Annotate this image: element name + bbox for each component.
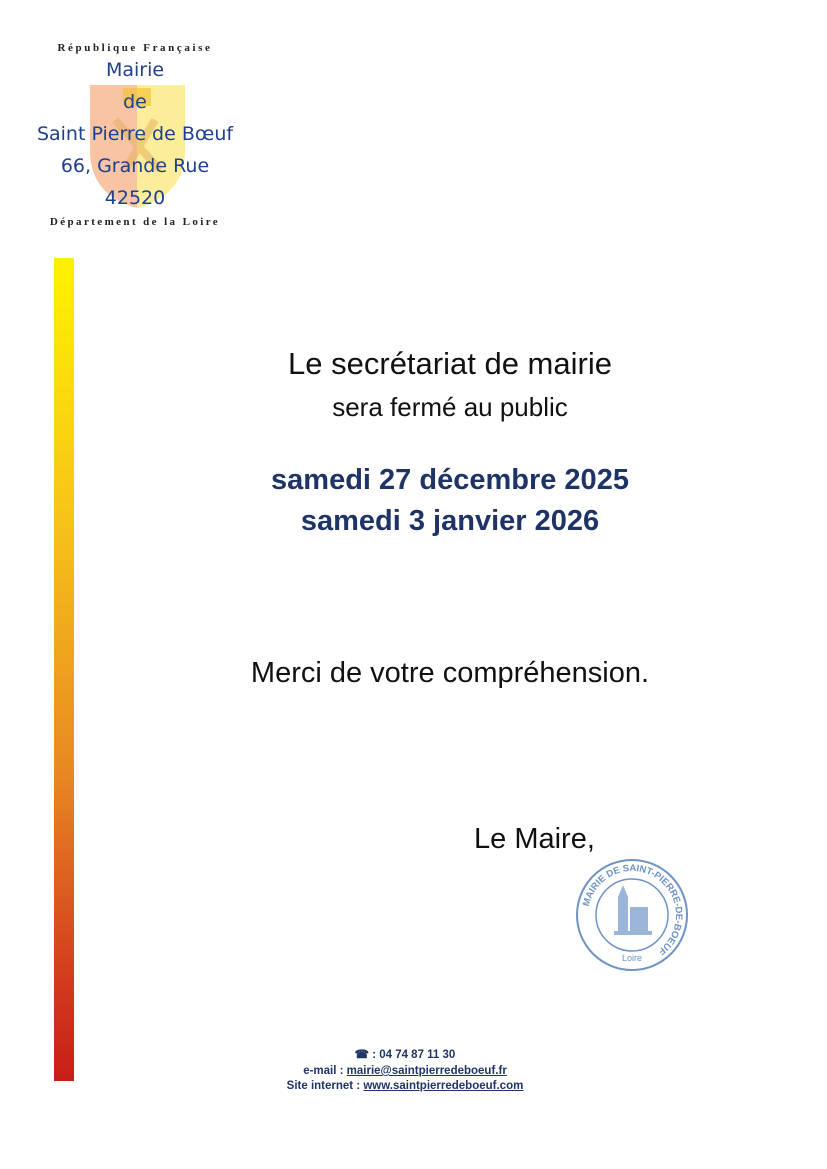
letterhead: [20, 40, 250, 228]
postal-code: 42520: [104, 187, 166, 209]
phone-number: : 04 74 87 11 30: [372, 1049, 456, 1061]
phone-icon: ☎: [354, 1049, 369, 1061]
stamp-bottom-text: Loire: [621, 953, 643, 963]
commune-name: Saint Pierre de Bœuf: [36, 123, 234, 145]
notice-line-1: Le secrétariat de mairie: [288, 346, 612, 381]
thanks-message: Merci de votre compréhension.: [250, 657, 650, 689]
closure-date-1: samedi 27 décembre 2025: [271, 464, 629, 496]
decorative-gradient-bar: [54, 258, 74, 1081]
notice-line-2: sera fermé au public: [332, 392, 568, 422]
official-stamp: [574, 857, 690, 973]
street-address: 66, Grande Rue: [60, 155, 210, 177]
signature-line: Le Maire,: [474, 823, 595, 855]
email-label: e-mail :: [303, 1065, 347, 1077]
mairie-title: Mairie: [105, 59, 165, 81]
mairie-de: de: [123, 91, 147, 113]
email-link[interactable]: mairie@saintpierredeboeuf.fr: [346, 1065, 507, 1077]
website-label: Site internet :: [286, 1080, 364, 1092]
contact-website: [245, 1080, 565, 1092]
departement: Département de la Loire: [49, 216, 221, 228]
stamp-ring-text: MAIRIE DE SAINT-PIERRE-DE-BOEUF: [580, 862, 685, 957]
republique-francaise: République Française: [57, 42, 213, 54]
closure-date-2: samedi 3 janvier 2026: [300, 505, 600, 537]
contact-phone: [245, 1047, 565, 1061]
contact-email: [245, 1065, 565, 1077]
website-link[interactable]: www.saintpierredeboeuf.com: [363, 1080, 524, 1092]
